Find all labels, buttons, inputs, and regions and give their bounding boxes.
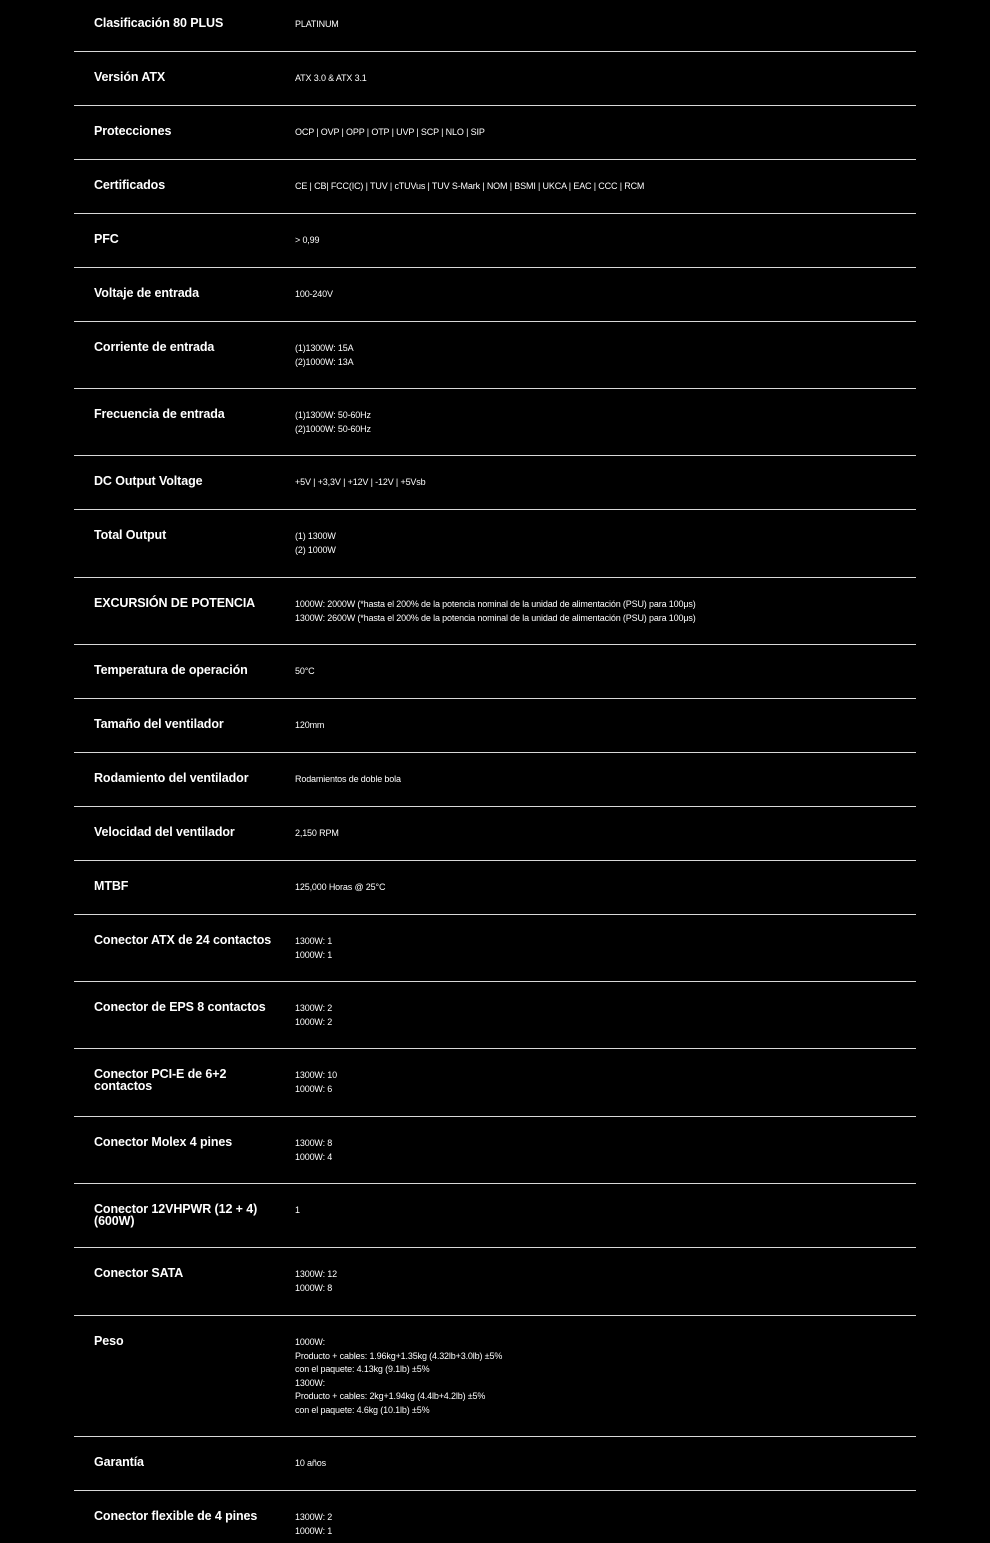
spec-label: Conector flexible de 4 pines [94, 1509, 258, 1523]
spec-label: Conector Molex 4 pines [94, 1135, 233, 1149]
spec-label: Frecuencia de entrada [94, 407, 225, 421]
spec-label: Conector SATA [94, 1266, 184, 1280]
spec-value: (1)1300W: 50-60Hz (2)1000W: 50-60Hz [295, 410, 371, 434]
spec-value: 100-240V [295, 289, 333, 299]
spec-row-pfc [74, 214, 916, 268]
spec-value: PLATINUM [295, 19, 339, 29]
spec-value: CE | CB| FCC(IC) | TUV | cTUVus | TUV S-Mark | NOM | BSMI | UKCA | EAC | CCC | RCM [295, 181, 645, 191]
spec-row-mtbf [74, 861, 916, 915]
spec-label: Total Output [94, 528, 167, 542]
spec-row-protections [74, 106, 916, 160]
spec-row-atx-24pin [74, 915, 916, 982]
spec-label: Conector de EPS 8 contactos [94, 1000, 266, 1014]
spec-value: 2,150 RPM [295, 828, 339, 838]
spec-label: EXCURSIÓN DE POTENCIA [94, 596, 256, 610]
spec-row-sata [74, 1248, 916, 1316]
spec-label: Conector PCI-E de 6+2 contactos [94, 1067, 227, 1093]
spec-row-dc-output-voltage [74, 456, 916, 510]
spec-row-flexible-4pin [74, 1491, 916, 1543]
spec-value: 1300W: 12 1000W: 8 [295, 1269, 338, 1293]
spec-row-input-voltage [74, 268, 916, 322]
spec-row-atx-version [74, 52, 916, 106]
spec-row-weight [74, 1316, 916, 1437]
spec-row-operating-temperature [74, 645, 916, 699]
spec-value: 120mm [295, 720, 325, 730]
spec-value: 1300W: 2 1000W: 2 [295, 1003, 333, 1027]
spec-label: Protecciones [94, 124, 172, 138]
spec-label: Velocidad del ventilador [94, 825, 235, 839]
spec-row-12vhpwr [74, 1184, 916, 1248]
spec-row-fan-bearing [74, 753, 916, 807]
spec-label: Voltaje de entrada [94, 286, 199, 300]
spec-value: 50°C [295, 666, 315, 676]
spec-row-input-current [74, 322, 916, 389]
spec-row-fan-size [74, 699, 916, 753]
spec-value: ATX 3.0 & ATX 3.1 [295, 73, 367, 83]
spec-row-80plus [74, 0, 916, 52]
spec-label: Corriente de entrada [94, 340, 215, 354]
spec-row-power-excursion [74, 578, 916, 645]
spec-label: Peso [94, 1334, 124, 1348]
spec-label: Conector ATX de 24 contactos [94, 933, 272, 947]
spec-label: Versión ATX [94, 70, 166, 84]
spec-label: MTBF [94, 879, 129, 893]
spec-value: 1300W: 2 1000W: 1 [295, 1512, 333, 1536]
spec-label: Conector 12VHPWR (12 + 4) (600W) [94, 1202, 258, 1228]
spec-row-total-output [74, 510, 916, 578]
spec-label: DC Output Voltage [94, 474, 203, 488]
spec-label: PFC [94, 232, 119, 246]
spec-value: OCP | OVP | OPP | OTP | UVP | SCP | NLO | SIP [295, 127, 485, 137]
spec-value: 1 [295, 1205, 300, 1215]
spec-value: 1300W: 8 1000W: 4 [295, 1138, 333, 1162]
spec-value: (1) 1300W (2) 1000W [295, 531, 336, 555]
spec-value: > 0,99 [295, 235, 320, 245]
spec-value: 10 años [295, 1458, 326, 1468]
spec-value: 1300W: 1 1000W: 1 [295, 936, 333, 960]
spec-row-input-frequency [74, 389, 916, 456]
spec-label: Rodamiento del ventilador [94, 771, 249, 785]
spec-value: 1300W: 10 1000W: 6 [295, 1070, 338, 1094]
spec-row-fan-speed [74, 807, 916, 861]
spec-row-pcie-6-2pin [74, 1049, 916, 1117]
spec-value: (1)1300W: 15A (2)1000W: 13A [295, 343, 354, 367]
spec-value: 125,000 Horas @ 25°C [295, 882, 386, 892]
spec-table [74, 0, 916, 1543]
spec-row-molex-4pin [74, 1117, 916, 1184]
spec-value: +5V | +3,3V | +12V | -12V | +5Vsb [295, 477, 426, 487]
spec-value: Rodamientos de doble bola [295, 774, 401, 784]
spec-label: Temperatura de operación [94, 663, 248, 677]
spec-value: 1000W: Producto + cables: 1.96kg+1.35kg (4.32lb+3.0lb) ±5% con el paquete: 4.13kg (9.1lb) ±5% 1300W: Producto + cables: 2kg+1.94kg (4.4lb+4.2lb) ±5% con el paquete: 4.6kg (10.1lb) ±5% [295, 1337, 503, 1415]
spec-label: Tamaño del ventilador [94, 717, 224, 731]
spec-label: Garantía [94, 1455, 144, 1469]
spec-row-certificates [74, 160, 916, 214]
spec-row-warranty [74, 1437, 916, 1491]
spec-label: Certificados [94, 178, 166, 192]
spec-value: 1000W: 2000W (*hasta el 200% de la potencia nominal de la unidad de alimentación (PSU) para 100μs) 1300W: 2600W (*hasta el 200% de la potencia nominal de la unidad de alimentación (PSU) para 100μs) [295, 599, 696, 623]
spec-row-eps-8pin [74, 982, 916, 1049]
spec-label: Clasificación 80 PLUS [94, 16, 224, 30]
